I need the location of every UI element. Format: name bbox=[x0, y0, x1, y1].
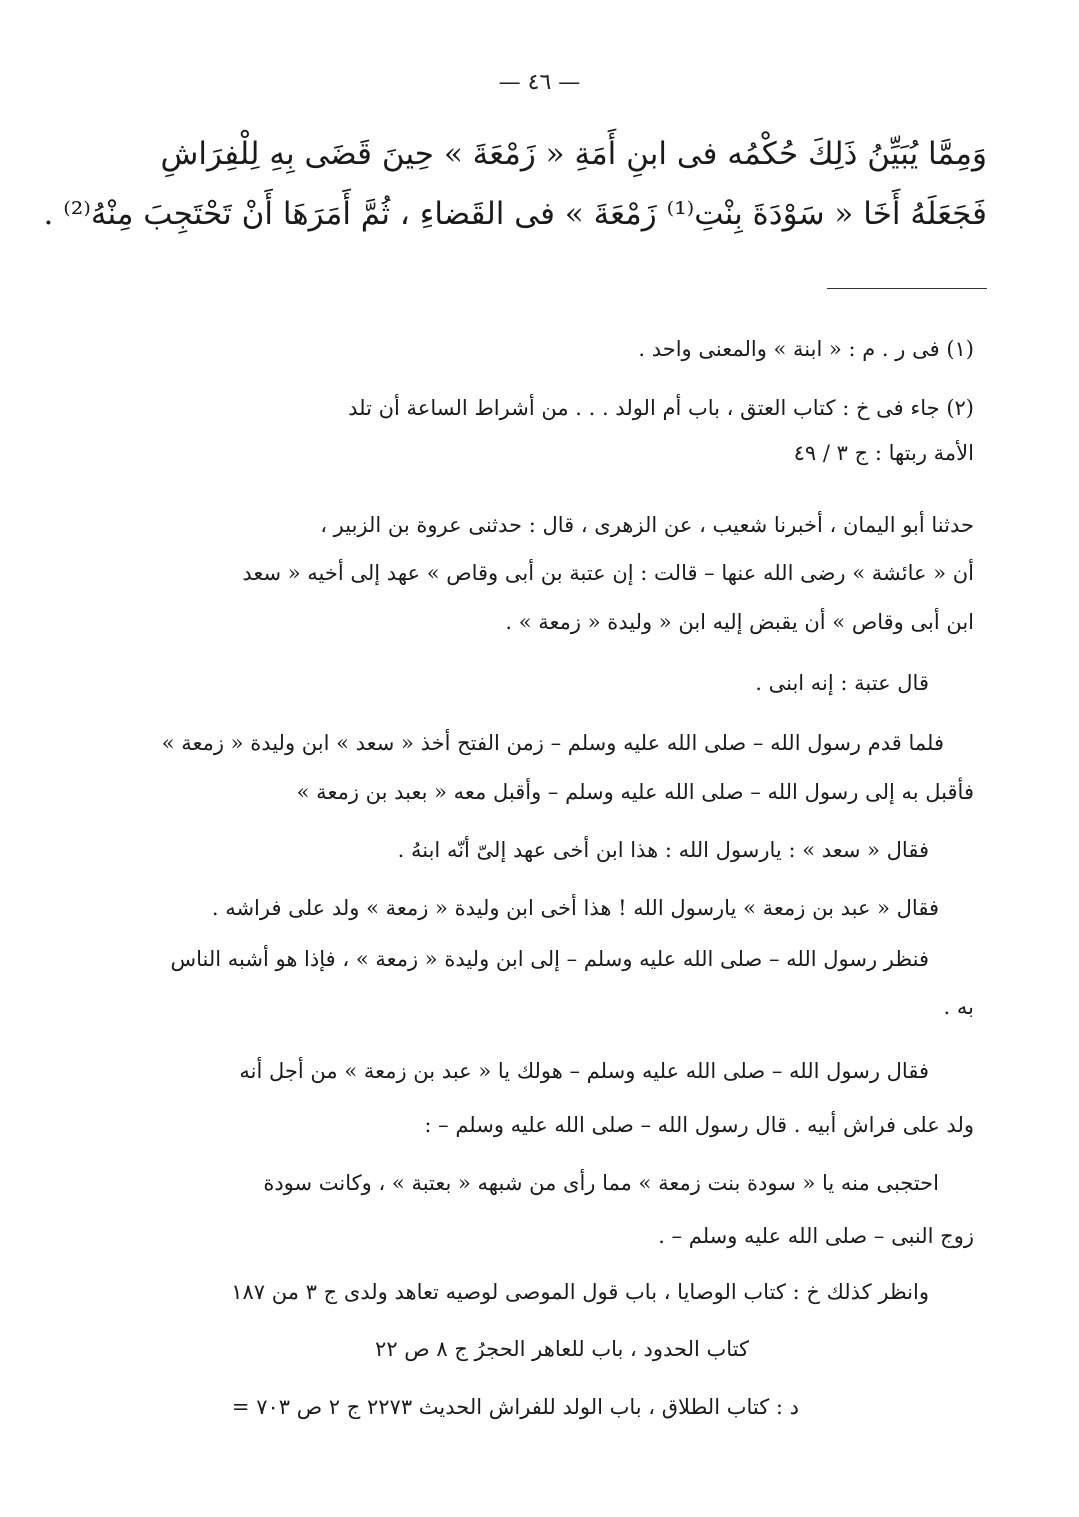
page-number: — ٤٦ — bbox=[498, 70, 581, 95]
hadith-line-2: أن « عائشة » رضى الله عنها – قالت : إن عتبة بن أبى وقاص » عهد إلى أخيه « سعد bbox=[242, 561, 974, 585]
hadith-line-6: فأقبل به إلى رسول الله – صلى الله عليه وسلم – وأقبل معه « بعبد بن زمعة » bbox=[296, 780, 974, 804]
hadith-line-12: ولد على فراش أبيه . قال رسول الله – صلى الله عليه وسلم – : bbox=[424, 1113, 974, 1137]
hadith-line-8: فقال « عبد بن زمعة » يارسول الله ! هذا أخى ابن وليدة « زمعة » ولد على فراشه . bbox=[211, 896, 939, 920]
reference-line-1: وانظر كذلك خ : كتاب الوصايا ، باب قول الموصى لوصيه تعاهد ولدى ج ٣ من ١٨٧ bbox=[231, 1280, 929, 1304]
reference-line-3: د : كتاب الطلاق ، باب الولد للفراش الحديث ٢٢٧٣ ج ٢ ص ٧٠٣ = bbox=[231, 1395, 799, 1419]
hadith-line-3: ابن أبى وقاص » أن يقبض إليه ابن « وليدة « زمعة » . bbox=[505, 610, 974, 634]
footnote-2-line-1: (٢) جاء فى خ : كتاب العتق ، باب أم الولد . . . من أشراط الساعة أن تلد bbox=[348, 396, 974, 420]
hadith-line-11: فقال رسول الله – صلى الله عليه وسلم – هولك يا « عبد بن زمعة » من أجل أنه bbox=[239, 1059, 929, 1083]
footnote-1: (١) فى ر . م : « ابنة » والمعنى واحد . bbox=[638, 337, 974, 361]
hadith-line-1: حدثنا أبو اليمان ، أخبرنا شعيب ، عن الزهرى ، قال : حدثنى عروة بن الزبير ، bbox=[320, 513, 974, 537]
footnote-2-line-2: الأمة ربتها : ج ٣ / ٤٩ bbox=[793, 441, 974, 465]
hadith-line-9: فنظر رسول الله – صلى الله عليه وسلم – إلى ابن وليدة « زمعة » ، فإذا هو أشبه الناس bbox=[170, 947, 929, 971]
reference-line-2: كتاب الحدود ، باب للعاهر الحجرُ ج ٨ ص ٢٢ bbox=[375, 1337, 749, 1361]
hadith-line-13: احتجبى منه يا « سودة بنت زمعة » مما رأى من شبهه « بعتبة » ، وكانت سودة bbox=[263, 1171, 939, 1195]
hadith-line-4: قال عتبة : إنه ابنى . bbox=[755, 671, 929, 695]
main-text-line-2: فَجَعَلَهُ أَخَا « سَوْدَةَ بِنْتِ⁽¹⁾ زَمْعَةَ » فى القَضاءِ ، ثُمَّ أَمَرَهَا أَنْ تَحْتَجِبَ مِنْهُ⁽²⁾ . bbox=[43, 196, 987, 232]
main-text-line-1: وَمِمَّا يُبَيِّنُ ذَلِكَ حُكْمُه فى ابنِ أَمَةِ « زَمْعَةَ » حِينَ قَضَى بِهِ لِلْفِرَاشِ bbox=[160, 136, 987, 172]
hadith-line-5: فلما قدم رسول الله – صلى الله عليه وسلم – زمن الفتح أخذ « سعد » ابن وليدة « زمعة » bbox=[161, 731, 944, 755]
hadith-line-10: به . bbox=[943, 995, 974, 1019]
hadith-line-7: فقال « سعد » : يارسول الله : هذا ابن أخى عهد إلىّ أنّه ابنهُ . bbox=[397, 838, 929, 862]
footnote-separator bbox=[827, 288, 987, 289]
hadith-line-14: زوج النبى – صلى الله عليه وسلم – . bbox=[658, 1224, 974, 1248]
